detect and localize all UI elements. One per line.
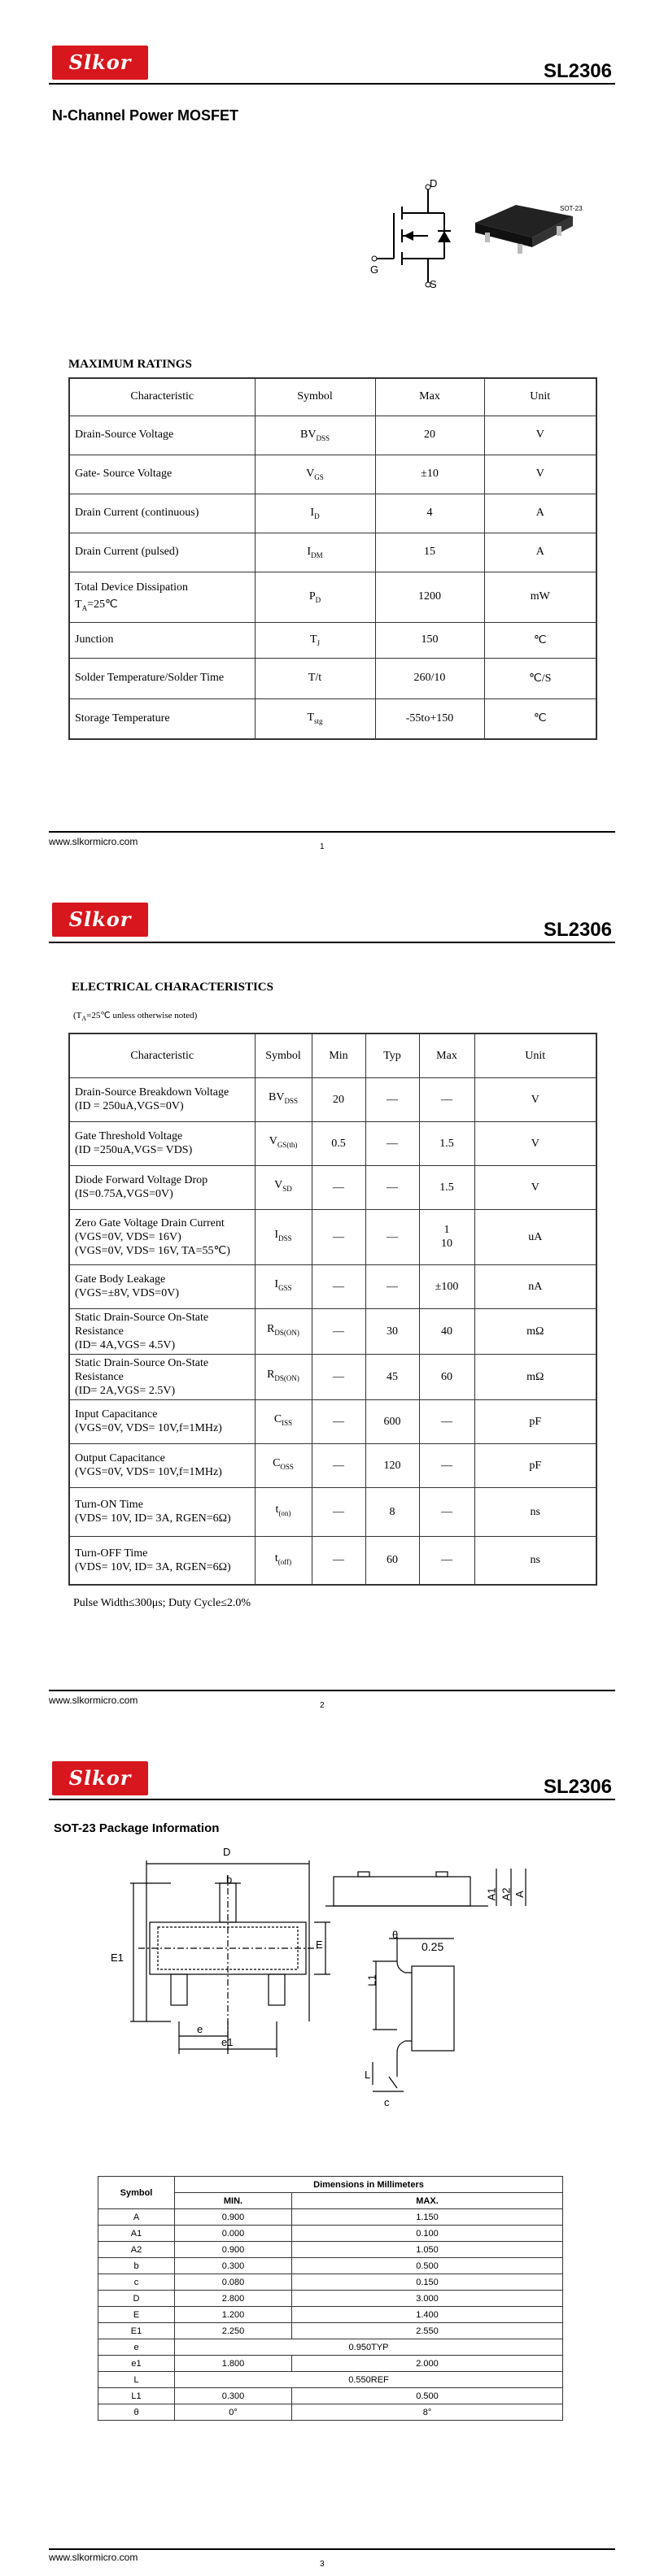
unit-cell: V [474, 1165, 596, 1209]
device-subtitle: N-Channel Power MOSFET [52, 107, 239, 124]
characteristic-cell: Gate Body Leakage (VGS=±8V, VDS=0V) [69, 1264, 255, 1308]
part-number: SL2306 [543, 1776, 612, 1798]
dim-d-label: D [223, 1846, 231, 1858]
characteristic-cell: Drain-Source Voltage [69, 416, 255, 455]
characteristic-cell: Drain Current (pulsed) [69, 533, 255, 572]
characteristic-cell: Input Capacitance (VGS=0V, VDS= 10V,f=1MHz) [69, 1399, 255, 1443]
unit-cell: pF [474, 1443, 596, 1487]
unit-cell: mW [484, 572, 596, 622]
unit-cell: mΩ [474, 1308, 596, 1354]
symbol-cell: e [98, 2339, 175, 2356]
brand-logo [52, 46, 148, 80]
table-header-row [98, 2177, 563, 2193]
table-row [69, 622, 596, 658]
table-row [98, 2226, 563, 2242]
dim-a1-label: A1 [485, 1887, 498, 1901]
max-cell: 3.000 [292, 2291, 563, 2307]
table-row [98, 2388, 563, 2404]
brand-logo [52, 903, 148, 937]
unit-cell: ℃ [484, 698, 596, 739]
typ-cell: 45 [365, 1354, 419, 1399]
package-info-title: SOT-23 Package Information [54, 1821, 220, 1835]
symbol-cell: A2 [98, 2242, 175, 2258]
header-cell: Symbol [255, 1033, 312, 1077]
characteristic-cell: Gate- Source Voltage [69, 455, 255, 494]
characteristic-cell: Storage Temperature [69, 698, 255, 739]
symbol-cell: $I_D$ [255, 494, 375, 533]
symbol-cell: b [98, 2258, 175, 2274]
logo-text: Slkor [68, 907, 132, 931]
footer-url: www.slkormicro.com [49, 1695, 138, 1706]
max-cell: 1.050 [292, 2242, 563, 2258]
ref-cell: 0.550REF [175, 2372, 563, 2388]
max-cell: 260/10 [375, 658, 484, 698]
max-cell: 1 10 [419, 1209, 474, 1264]
typ-cell: 120 [365, 1443, 419, 1487]
table-row [69, 1536, 596, 1585]
symbol-header: Symbol [98, 2177, 175, 2209]
table-row [69, 1209, 596, 1264]
max-cell: 1.400 [292, 2307, 563, 2323]
part-number: SL2306 [543, 60, 612, 82]
unit-cell: mΩ [474, 1354, 596, 1399]
dim-a2-label: A2 [500, 1887, 513, 1901]
dim-e1-label: e1 [221, 2036, 234, 2048]
characteristic-cell: Turn-ON Time (VDS= 10V, ID= 3A, RGEN=6Ω) [69, 1487, 255, 1536]
symbol-cell: $V_{SD}$ [255, 1165, 312, 1209]
table-row [69, 698, 596, 739]
symbol-cell: c [98, 2274, 175, 2291]
unit-cell: V [484, 455, 596, 494]
header-cell: Min [312, 1033, 365, 1077]
page-number: 2 [320, 1701, 325, 1710]
footer-url: www.slkormicro.com [49, 2552, 138, 2563]
table-header-row [69, 1033, 596, 1077]
min-cell: — [312, 1536, 365, 1585]
max-cell: 15 [375, 533, 484, 572]
table-row [98, 2307, 563, 2323]
characteristic-cell: Gate Threshold Voltage (ID =250uA,VGS= VDS) [69, 1121, 255, 1165]
dim-e1-side-label: E1 [111, 1952, 124, 1964]
footer-rule [49, 2548, 615, 2550]
dim-b-label: b [226, 1873, 233, 1886]
typ-cell: 600 [365, 1399, 419, 1443]
max-ratings-title: MAXIMUM RATINGS [68, 358, 192, 371]
typ-cell: — [365, 1165, 419, 1209]
table-row [98, 2291, 563, 2307]
typ-cell: 30 [365, 1308, 419, 1354]
max-cell: 0.500 [292, 2388, 563, 2404]
symbol-cell: A [98, 2209, 175, 2226]
characteristic-cell: Drain Current (continuous) [69, 494, 255, 533]
typ-cell: — [365, 1209, 419, 1264]
symbol-cell: $T_{stg}$ [255, 698, 375, 739]
max-ratings-table [68, 377, 597, 740]
max-cell: 2.000 [292, 2356, 563, 2372]
symbol-cell: $BV_{DSS}$ [255, 1077, 312, 1121]
unit-cell: V [474, 1121, 596, 1165]
min-cell: — [312, 1443, 365, 1487]
table-row [98, 2339, 563, 2356]
min-cell: — [312, 1264, 365, 1308]
min-cell: 2.800 [175, 2291, 292, 2307]
min-cell: 2.250 [175, 2323, 292, 2339]
part-number: SL2306 [543, 919, 612, 941]
pin-d-label: D [430, 177, 438, 189]
symbol-cell: $V_{GS}$ [255, 455, 375, 494]
dim-e-pitch-label: e [197, 2023, 203, 2035]
max-cell: 4 [375, 494, 484, 533]
max-cell: 0.500 [292, 2258, 563, 2274]
footer-url: www.slkormicro.com [49, 836, 138, 847]
table-row [69, 1077, 596, 1121]
unit-cell: ns [474, 1487, 596, 1536]
min-cell: 0.080 [175, 2274, 292, 2291]
characteristic-cell: Turn-OFF Time (VDS= 10V, ID= 3A, RGEN=6Ω) [69, 1536, 255, 1585]
max-cell: 8° [292, 2404, 563, 2421]
symbol-cell: θ [98, 2404, 175, 2421]
footer-rule [49, 1690, 615, 1691]
dim-e-label: E [316, 1939, 323, 1951]
characteristic-cell: Output Capacitance (VGS=0V, VDS= 10V,f=1MHz) [69, 1443, 255, 1487]
symbol-cell: L [98, 2372, 175, 2388]
symbol-cell: $BV_{DSS}$ [255, 416, 375, 455]
max-cell: 2.550 [292, 2323, 563, 2339]
characteristic-cell: Static Drain-Source On-State Resistance (ID= 2A,VGS= 2.5V) [69, 1354, 255, 1399]
characteristic-cell: Zero Gate Voltage Drain Current (VGS=0V, VDS= 16V) (VGS=0V, VDS= 16V, TA=55℃) [69, 1209, 255, 1264]
header-cell: Max [419, 1033, 474, 1077]
min-cell: 0° [175, 2404, 292, 2421]
min-cell: — [312, 1209, 365, 1264]
table-row [98, 2404, 563, 2421]
pulse-note: Pulse Width≤300μs; Duty Cycle≤2.0% [73, 1597, 251, 1609]
max-cell: 1.5 [419, 1121, 474, 1165]
table-row [69, 1399, 596, 1443]
unit-cell: A [484, 494, 596, 533]
symbol-cell: E1 [98, 2323, 175, 2339]
logo-text: Slkor [68, 50, 132, 74]
table-row [69, 1121, 596, 1165]
symbol-cell: $P_D$ [255, 572, 375, 622]
max-cell: 1.5 [419, 1165, 474, 1209]
unit-cell: V [474, 1077, 596, 1121]
min-cell: 0.900 [175, 2242, 292, 2258]
unit-cell: V [484, 416, 596, 455]
max-cell: 40 [419, 1308, 474, 1354]
dim-a-label: A [513, 1891, 526, 1898]
page-number: 1 [320, 842, 325, 851]
table-row [69, 416, 596, 455]
dim-gauge-label: 0.25 [422, 1940, 444, 1953]
dim-l1-label: L1 [365, 1974, 378, 1986]
table-row [98, 2209, 563, 2226]
min-cell: 0.300 [175, 2388, 292, 2404]
characteristic-cell: Solder Temperature/Solder Time [69, 658, 255, 698]
page-1 [0, 0, 664, 859]
table-row [98, 2356, 563, 2372]
symbol-cell: $I_{DM}$ [255, 533, 375, 572]
table-row [98, 2323, 563, 2339]
symbol-cell: $R_{DS(ON)}$ [255, 1308, 312, 1354]
header-cell: Characteristic [69, 378, 255, 416]
symbol-cell: E [98, 2307, 175, 2323]
min-cell: 0.5 [312, 1121, 365, 1165]
electrical-title: ELECTRICAL CHARACTERISTICS [72, 981, 273, 994]
typ-cell: 8 [365, 1487, 419, 1536]
max-cell: ±100 [419, 1264, 474, 1308]
min-cell: 0.300 [175, 2258, 292, 2274]
unit-cell: uA [474, 1209, 596, 1264]
dimensions-table [98, 2176, 563, 2421]
table-row [69, 533, 596, 572]
min-cell: — [312, 1399, 365, 1443]
characteristic-cell: Junction [69, 622, 255, 658]
table-row [69, 1308, 596, 1354]
table-header-row [69, 378, 596, 416]
max-cell: ±10 [375, 455, 484, 494]
table-row [69, 572, 596, 622]
min-cell: — [312, 1165, 365, 1209]
package-side-view [325, 1865, 545, 1922]
header-cell: Symbol [255, 378, 375, 416]
table-row [98, 2372, 563, 2388]
symbol-cell: $I_{GSS}$ [255, 1264, 312, 1308]
header-rule [49, 1799, 615, 1800]
typ-cell: 0.950TYP [175, 2339, 563, 2356]
page-number: 3 [320, 2560, 325, 2569]
footer-rule [49, 831, 615, 833]
max-header: MAX. [292, 2193, 563, 2209]
unit-cell: A [484, 533, 596, 572]
symbol-cell: $t_{(on)}$ [255, 1487, 312, 1536]
package-label: SOT-23 [560, 205, 583, 212]
dim-c-label: c [384, 2096, 390, 2108]
header-cell: Unit [474, 1033, 596, 1077]
max-cell: 0.100 [292, 2226, 563, 2242]
characteristic-cell: Static Drain-Source On-State Resistance (ID= 4A,VGS= 4.5V) [69, 1308, 255, 1354]
brand-logo [52, 1761, 148, 1795]
symbol-cell: $T_J$ [255, 622, 375, 658]
header-cell: Unit [484, 378, 596, 416]
symbol-cell: $V_{GS(th)}$ [255, 1121, 312, 1165]
min-header: MIN. [175, 2193, 292, 2209]
max-cell: 20 [375, 416, 484, 455]
max-cell: -55to+150 [375, 698, 484, 739]
min-cell: 1.200 [175, 2307, 292, 2323]
header-rule [49, 83, 615, 85]
table-row [69, 1264, 596, 1308]
header-cell: Max [375, 378, 484, 416]
min-cell: 20 [312, 1077, 365, 1121]
dim-theta-label: θ [392, 1929, 399, 1941]
table-row [69, 1443, 596, 1487]
table-row [98, 2242, 563, 2258]
symbol-cell: e1 [98, 2356, 175, 2372]
table-row [69, 455, 596, 494]
symbol-cell: $R_{DS(ON)}$ [255, 1354, 312, 1399]
pin-s-label: S [430, 278, 437, 290]
table-row [69, 1487, 596, 1536]
max-cell: — [419, 1443, 474, 1487]
symbol-cell: L1 [98, 2388, 175, 2404]
symbol-cell: $C_{ISS}$ [255, 1399, 312, 1443]
table-row [69, 658, 596, 698]
min-cell: — [312, 1354, 365, 1399]
table-row [98, 2274, 563, 2291]
table-row [69, 1354, 596, 1399]
typ-cell: 60 [365, 1536, 419, 1585]
typ-cell: — [365, 1264, 419, 1308]
header-cell: Typ [365, 1033, 419, 1077]
symbol-cell: $t_{(off)}$ [255, 1536, 312, 1585]
unit-cell: pF [474, 1399, 596, 1443]
unit-cell: nA [474, 1264, 596, 1308]
typ-cell: — [365, 1121, 419, 1165]
max-cell: 1.150 [292, 2209, 563, 2226]
max-cell: 150 [375, 622, 484, 658]
header-rule [49, 942, 615, 943]
typ-cell: — [365, 1077, 419, 1121]
dim-l-label: L [365, 2069, 371, 2081]
min-cell: — [312, 1308, 365, 1354]
min-cell: 0.000 [175, 2226, 292, 2242]
max-cell: 1200 [375, 572, 484, 622]
symbol-cell: $C_{OSS}$ [255, 1443, 312, 1487]
table-row [69, 1165, 596, 1209]
table-row [69, 494, 596, 533]
max-cell: — [419, 1536, 474, 1585]
min-cell: 1.800 [175, 2356, 292, 2372]
unit-cell: ℃ [484, 622, 596, 658]
characteristic-cell: Drain-Source Breakdown Voltage (ID = 250uA,VGS=0V) [69, 1077, 255, 1121]
min-cell: — [312, 1487, 365, 1536]
logo-text: Slkor [68, 1766, 132, 1790]
symbol-cell: T/t [255, 658, 375, 698]
max-cell: — [419, 1487, 474, 1536]
characteristic-cell: Diode Forward Voltage Drop (IS=0.75A,VGS=0V) [69, 1165, 255, 1209]
mosfet-symbol [371, 181, 452, 291]
max-cell: 0.150 [292, 2274, 563, 2291]
header-cell: Characteristic [69, 1033, 255, 1077]
symbol-cell: D [98, 2291, 175, 2307]
dimensions-header: Dimensions in Millimeters [175, 2177, 563, 2193]
symbol-cell: $I_{DSS}$ [255, 1209, 312, 1264]
unit-cell: ℃/S [484, 658, 596, 698]
unit-cell: ns [474, 1536, 596, 1585]
test-condition-note: ($T_A=25℃$ unless otherwise noted) [73, 1011, 198, 1023]
min-cell: 0.900 [175, 2209, 292, 2226]
max-cell: — [419, 1399, 474, 1443]
table-row [98, 2258, 563, 2274]
max-cell: — [419, 1077, 474, 1121]
max-cell: 60 [419, 1354, 474, 1399]
characteristic-cell: Total Device Dissipation $T_A=25℃$ [69, 572, 255, 622]
symbol-cell: A1 [98, 2226, 175, 2242]
pin-g-label: G [370, 263, 379, 276]
electrical-table [68, 1033, 597, 1586]
